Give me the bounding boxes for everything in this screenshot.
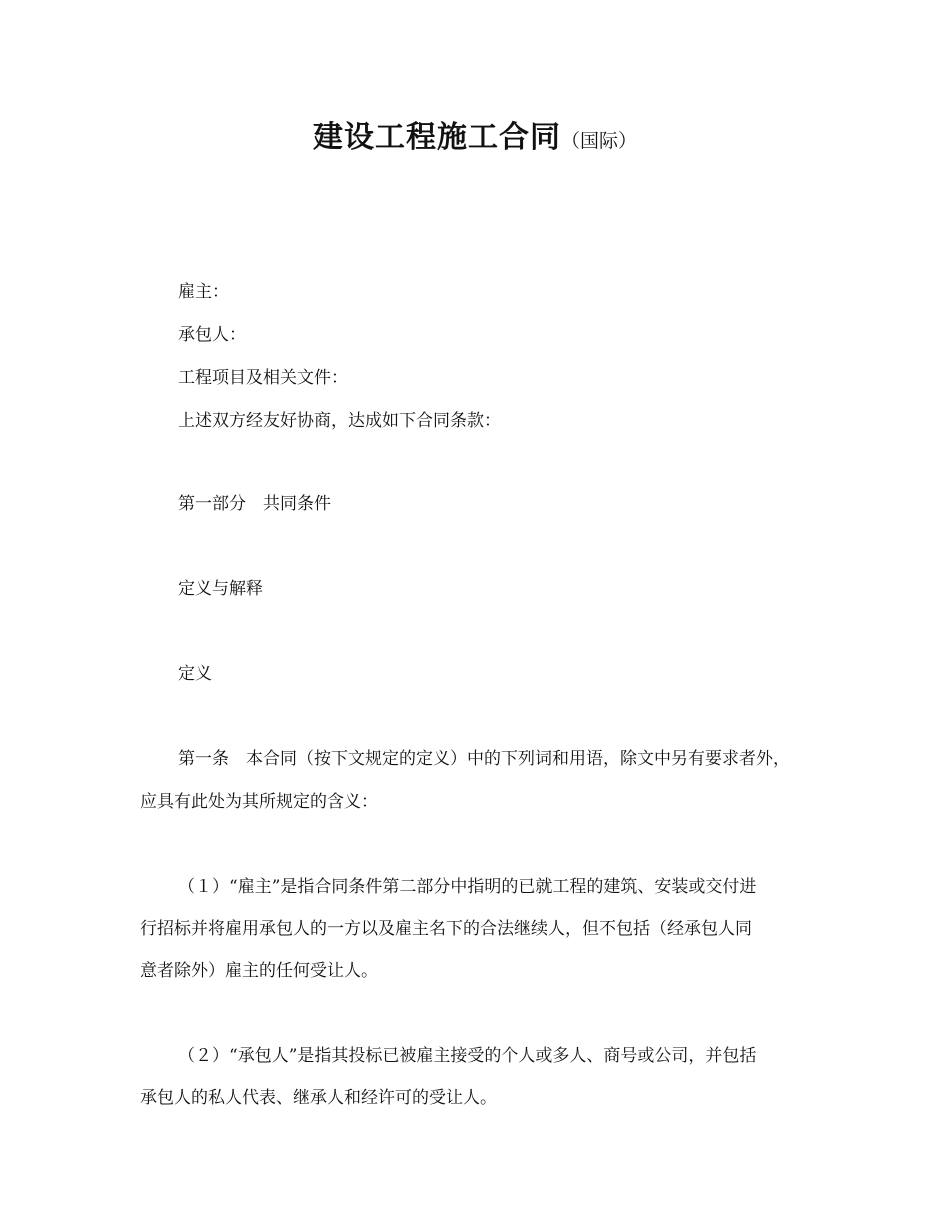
clause-2-line-2: 承包人的私人代表、继承人和经许可的受让人。: [140, 1088, 497, 1108]
agreement-line: 上述双方经友好协商，达成如下合同条款：: [178, 411, 501, 431]
article-one-line-1: 第一条 本合同（按下文规定的定义）中的下列词和用语，除文中另有要求者外，: [178, 749, 790, 769]
definition-subheading: 定义: [178, 664, 212, 684]
clause-1-line-3: 意者除外）雇主的任何受让人。: [140, 961, 378, 981]
employer-line: 雇主：: [178, 282, 229, 302]
clause-2-line-1: （２）“承包人”是指其投标已被雇主接受的个人或多人、商号或公司，并包括: [178, 1046, 757, 1066]
definitions-heading: 定义与解释: [178, 579, 263, 599]
contractor-line: 承包人：: [178, 325, 246, 345]
clause-1-line-1: （１）“雇主”是指合同条件第二部分中指明的已就工程的建筑、安装或交付进: [178, 877, 757, 897]
document-title: [0, 112, 950, 156]
project-line: 工程项目及相关文件：: [178, 368, 348, 388]
part-one-heading: 第一部分 共同条件: [178, 494, 331, 514]
title-main: 建设工程施工合同: [312, 120, 561, 155]
title-subtitle: （国际）: [560, 130, 637, 152]
article-one-line-2: 应具有此处为其所规定的含义：: [140, 792, 378, 812]
clause-1-line-2: 行招标并将雇用承包人的一方以及雇主名下的合法继续人，但不包括（经承包人同: [140, 919, 752, 939]
